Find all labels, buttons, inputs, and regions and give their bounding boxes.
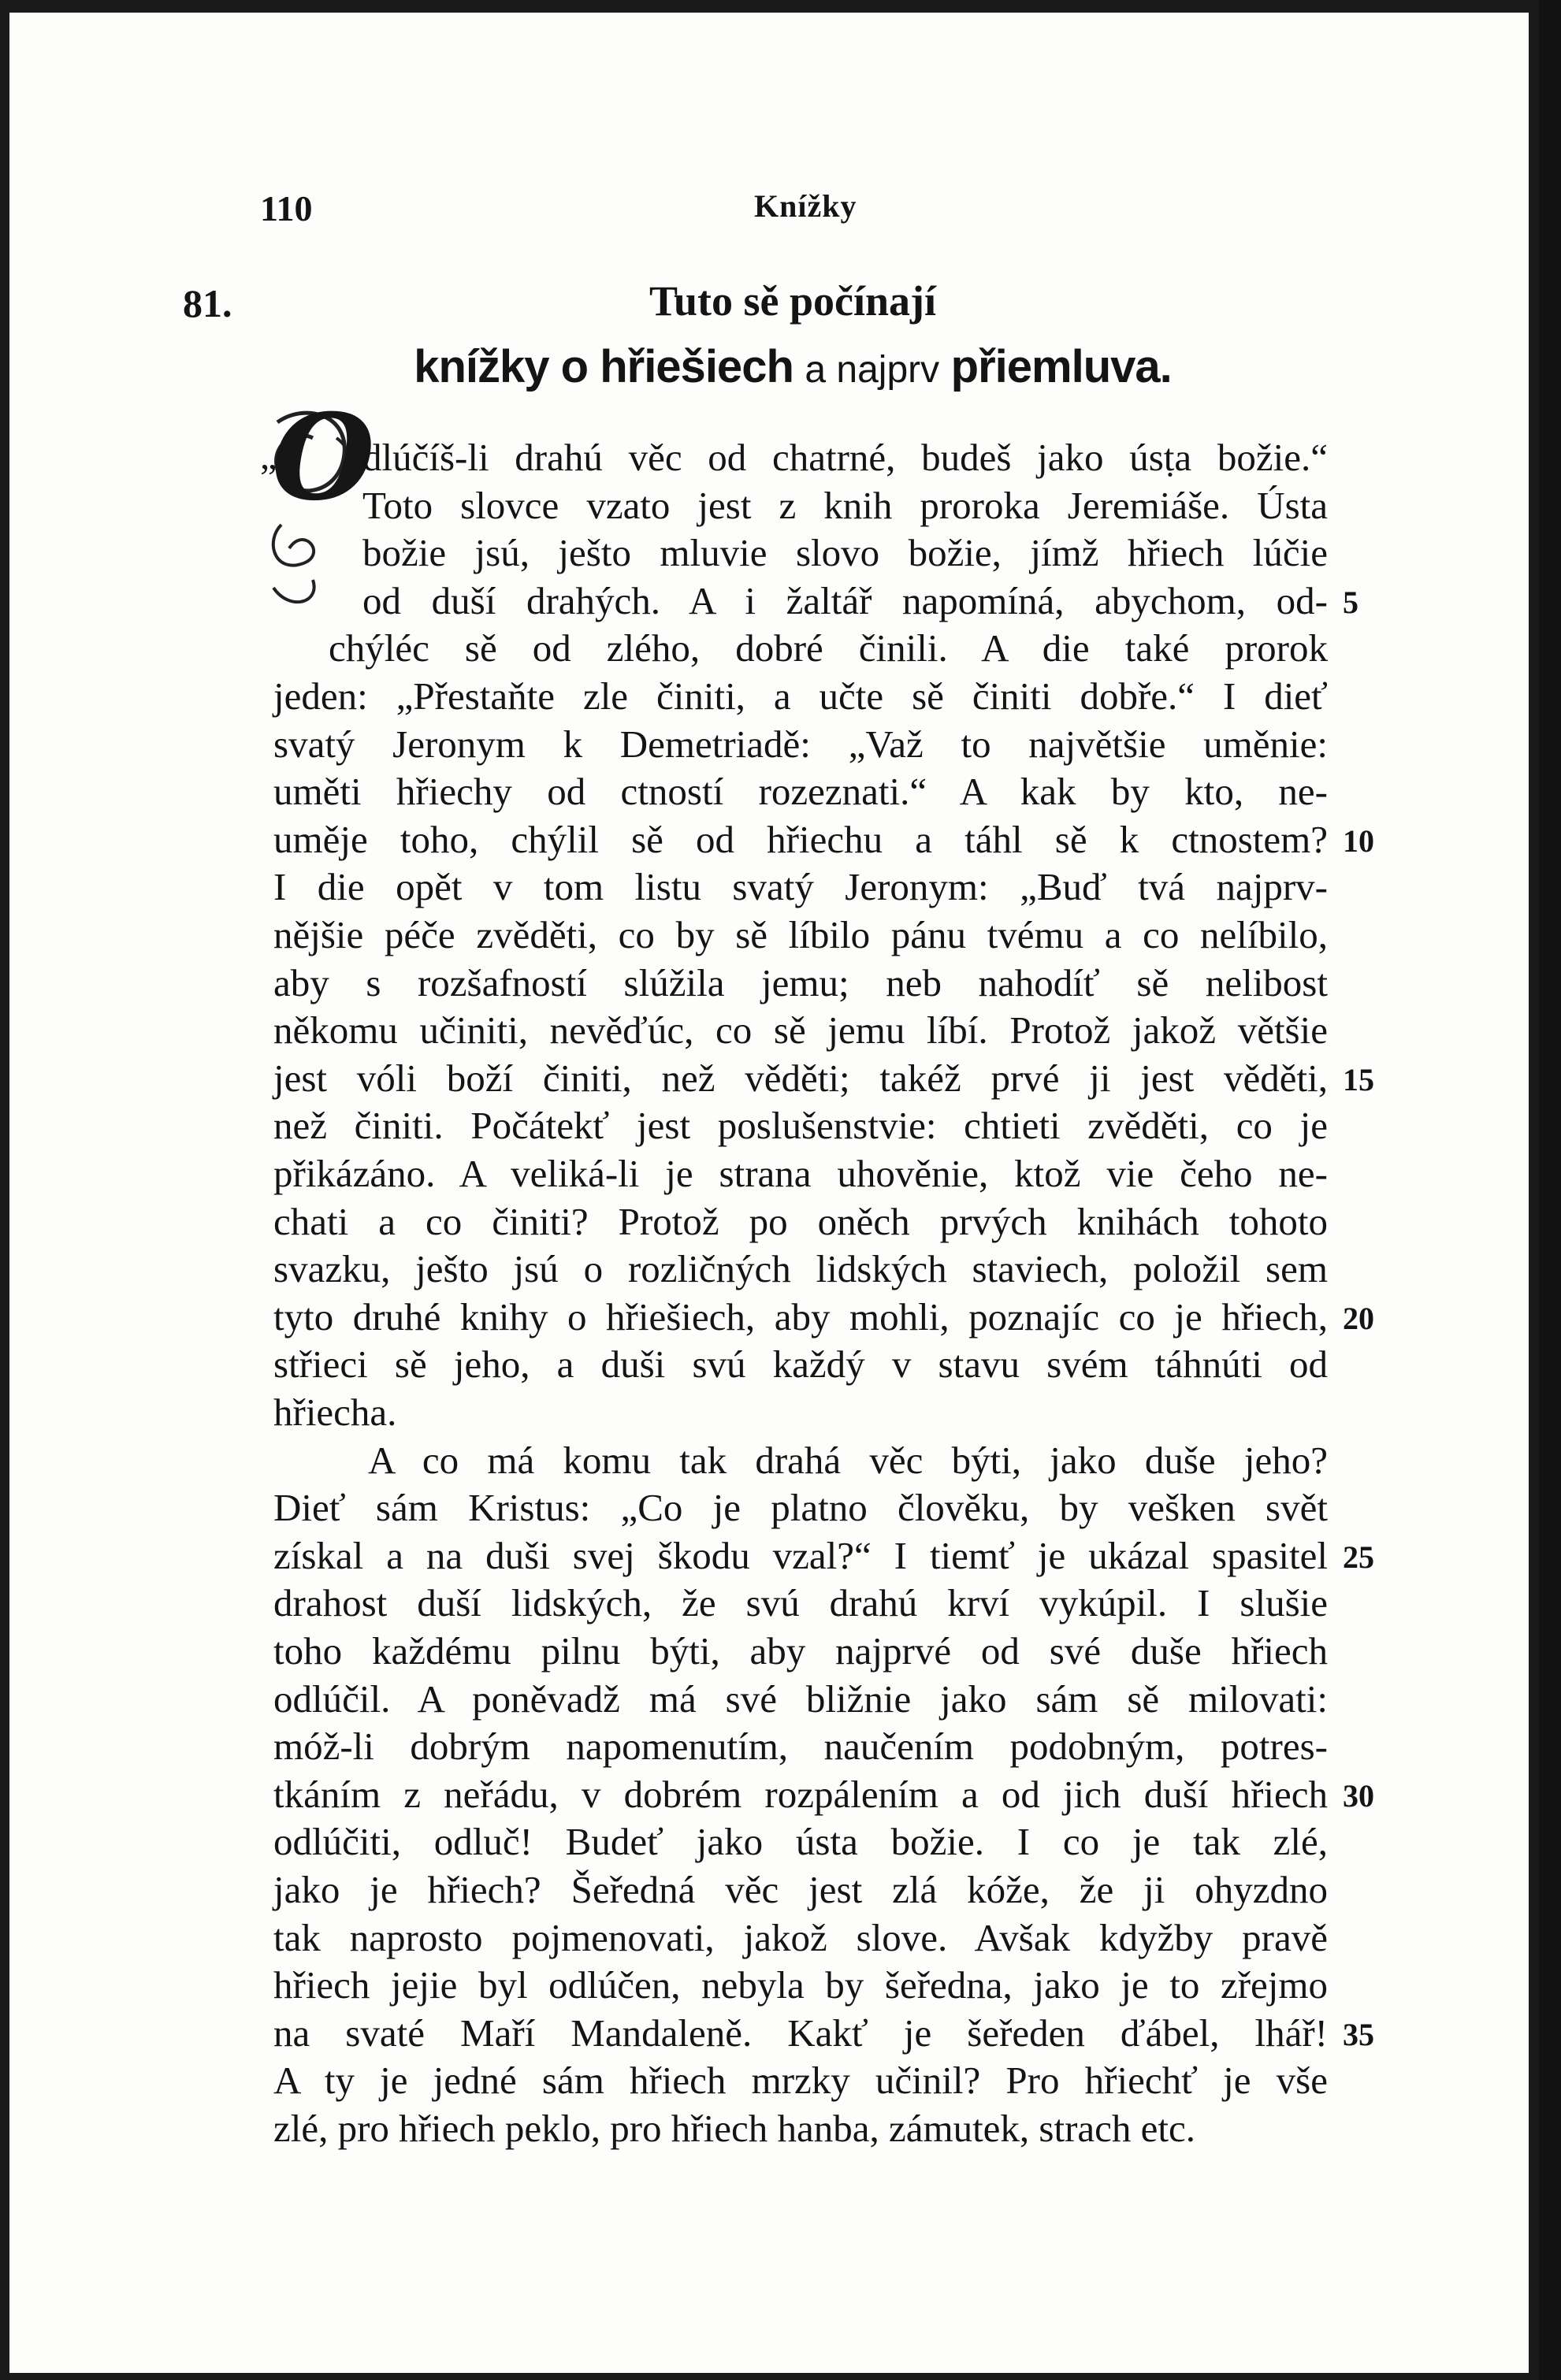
text-line: hřiecha.	[273, 1390, 397, 1434]
title-part-najprv: a najprv	[805, 349, 940, 391]
line-number: 30	[1343, 1777, 1374, 1814]
line-number: 5	[1343, 584, 1358, 620]
page-edge-shadow	[1539, 0, 1561, 2380]
text-line: A ty je jedné sám hřiech mrzky učinil? Pro hřiechť je vše	[273, 2059, 1328, 2103]
text-line: toho každému pilnu býti, aby najprvé od své duše hřiech	[273, 1629, 1328, 1673]
text-line: nějšie péče zvěděti, co by sě líbilo pánu tvému a co nelíbilo,	[273, 913, 1328, 956]
text-line: získal a na duši svej škodu vzal?“ I tiemť je ukázal spasitel	[273, 1533, 1328, 1577]
title-part-priemluva: přiemluva.	[950, 341, 1172, 392]
title-part-knizky: knížky o hřiešiech	[414, 341, 794, 392]
book-page	[9, 13, 1529, 2373]
section-number: 81.	[183, 281, 232, 325]
text-line: od duší drahých. A i žaltář napomíná, abychom, od-	[362, 578, 1328, 622]
text-line: jako je hřiech? Šeředná věc jest zlá kóže, že ji ohyzdno	[273, 1868, 1328, 1911]
text-line: aby s rozšafností slúžila jemu; neb nahodíť sě nelibost	[273, 960, 1328, 1004]
text-line: jest vóli boží činiti, než věděti; takéž prvé ji jest věděti,	[273, 1056, 1328, 1100]
text-line: chýléc sě od zlého, dobré činili. A die také prorok	[329, 626, 1328, 670]
text-line: svatý Jeronym k Demetriadě: „Važ to najvětšie uměnie:	[273, 722, 1328, 766]
text-line: zlé, pro hřiech peklo, pro hřiech hanba, zámutek, strach etc.	[273, 2107, 1196, 2150]
section-title-line-1: Tuto sě počínají	[649, 277, 937, 325]
text-line: Dieť sám Kristus: „Co je platno člověku, by vešken svět	[273, 1486, 1328, 1530]
initial-letter: O	[272, 388, 375, 527]
text-line: na svaté Maří Mandaleně. Kakť je šeředen ďábel, lhář!	[273, 2011, 1328, 2055]
text-line: božie jsú, ješto mluvie slovo božie, jímž hřiech lúčie	[362, 531, 1328, 575]
text-line: drahost duší lidských, že svú drahú krví vykúpil. I slušie	[273, 1581, 1328, 1625]
text-line: I die opět v tom listu svatý Jeronym: „Buď tvá najprv-	[273, 865, 1328, 909]
text-line: jeden: „Přestaňte zle činiti, a učte sě činiti dobře.“ I dieť	[273, 674, 1328, 718]
ornamental-initial	[258, 388, 375, 635]
running-title: Knížky	[754, 188, 857, 224]
text-line: uměje toho, chýlil sě od hřiechu a táhl sě k ctnostem?	[273, 817, 1328, 861]
text-line: A co má komu tak drahá věc býti, jako duše jeho?	[368, 1438, 1328, 1482]
text-line: móž-li dobrým napomenutím, naučením podobným, potres-	[273, 1725, 1328, 1769]
text-line: Toto slovce vzato jest z knih proroka Jeremiáše. Ústa	[362, 483, 1328, 527]
line-number: 35	[1343, 2016, 1374, 2052]
text-line: chati a co činiti? Protož po oněch prvých knihách tohoto	[273, 1199, 1328, 1243]
line-number: 25	[1343, 1539, 1374, 1575]
line-number: 10	[1343, 822, 1374, 859]
text-line: hřiech jejie byl odlúčen, nebyla by šeředna, jako je to zřejmo	[273, 1963, 1328, 2007]
section-title-line-2	[9, 340, 1529, 393]
line-number: 15	[1343, 1061, 1374, 1097]
text-line: přikázáno. A veliká-li je strana uhověnie, ktož vie čeho ne-	[273, 1152, 1328, 1195]
text-line: svazku, ješto jsú o rozličných lidských staviech, položil sem	[273, 1247, 1328, 1291]
text-line: odlúčiti, odluč! Budeť jako ústa božie. I co je tak zlé,	[273, 1820, 1328, 1864]
line-number: 20	[1343, 1300, 1374, 1336]
text-line: někomu učiniti, nevěďúc, co sě jemu líbí. Protož jakož většie	[273, 1008, 1328, 1053]
opening-quote: „	[260, 436, 277, 477]
text-line: tak naprosto pojmenovati, jakož slove. Avšak kdyžby pravě	[273, 1915, 1328, 1959]
text-line: než činiti. Počátekť jest poslušenstvie: chtieti zvěděti, co je	[273, 1104, 1328, 1148]
text-line: tkáním z neřádu, v dobrém rozpálením a od jich duší hřiech	[273, 1772, 1328, 1816]
text-line: střieci sě jeho, a duši svú každý v stavu svém táhnúti od	[273, 1342, 1328, 1387]
text-line: odlúčil. A poněvadž má své bližnie jako sám sě milovati:	[273, 1676, 1328, 1721]
page-number: 110	[260, 188, 313, 228]
text-line: tyto druhé knihy o hřiešiech, aby mohli, poznajíc co je hřiech,	[273, 1294, 1328, 1339]
text-line: uměti hřiechy od ctností rozeznati.“ A kak by kto, ne-	[273, 770, 1328, 814]
text-line: dlúčíš-li drahú věc od chatrné, budeš jako úsṭa božie.“	[362, 436, 1328, 479]
